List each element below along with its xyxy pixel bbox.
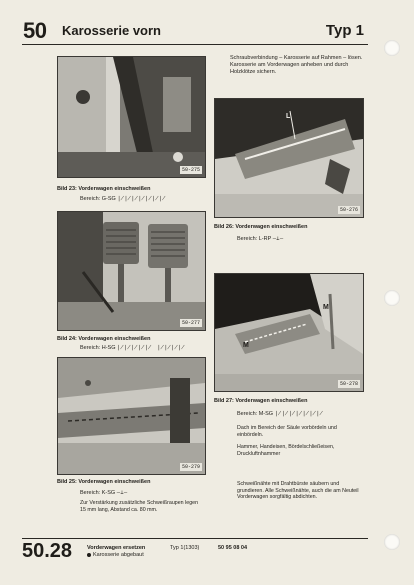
footer-title: Vorderwagen ersetzen [87,545,146,551]
punch-hole [384,40,400,56]
range-label: Bereich: [237,236,258,242]
section-title: Karosserie vorn [62,23,161,38]
range-label: Bereich: [80,490,101,496]
photo-bild-25 [57,357,206,475]
footer-rule [22,538,368,539]
weld-symbol: –⊥– [116,490,128,496]
photo-letter-m: M [323,304,329,311]
caption-label: Bild 25: [57,479,77,485]
photo-number: 50-278 [339,381,358,387]
caption-label: Bild 24: [57,336,77,342]
range-bild-23 [80,196,166,203]
photo-bild-26 [214,98,364,218]
photo-number: 50-276 [339,207,358,213]
footer-title-block [87,545,145,559]
photo-number: 50-277 [181,320,200,326]
caption-title: Vorderwagen einschweißen [235,398,308,404]
photo-bild-27 [214,273,364,392]
punch-hole [384,290,400,306]
range-code: M-SG [258,411,274,417]
range-bild-27 [237,411,323,418]
weld-symbol: ∤∤∤∤ [157,345,185,351]
range-bild-26 [237,236,284,243]
range-label: Bereich: [237,411,258,417]
weld-symbol: ∤∤∤∤∤ [117,345,152,351]
note-bild-25: Zur Verstärkung zusätzliche Schweißraupen legen 15 mm lang, Abstand ca. 80 mm. [80,500,199,513]
weld-symbol: ∤∤∤∤∤∤∤ [274,411,324,417]
intro-text: Schraubverbindung – Karosserie auf Rahmen – lösen. Karosserie am Vorderwagen anheben und durch Holzklötze sichern. [230,55,363,75]
range-bild-25 [80,490,128,497]
caption-bild-27 [214,398,364,405]
model-label: Typ 1 [325,22,364,39]
caption-title: Vorderwagen einschweißen [78,336,151,342]
caption-title: Vorderwagen einschweißen [235,224,308,230]
range-bild-24 [80,345,185,352]
caption-bild-23 [57,186,207,193]
caption-label: Bild 27: [214,398,234,404]
footer-subtitle: Karosserie abgebaut [93,552,144,558]
caption-bild-25 [57,479,207,486]
photo-number: 50-279 [181,464,200,470]
note-bild-27-b: Hammer, Handeisen, Bördelschließeisen, Druckluftnhammer [237,444,335,457]
weld-symbol: ∤∤∤∤∤∤∤ [117,196,166,202]
caption-bild-26 [214,224,364,231]
note-bild-27-a: Dach im Bereich der Säule vorbördeln und einbördeln. [237,425,337,438]
weld-symbol: –⊥– [272,236,284,242]
punch-hole [384,534,400,550]
caption-bild-24 [57,336,207,343]
caption-title: Vorderwagen einschweißen [78,479,151,485]
range-code: H-SG [101,345,116,351]
page-number: 50.28 [22,540,73,562]
caption-label: Bild 26: [214,224,234,230]
caption-title: Vorderwagen einschweißen [78,186,151,192]
range-label: Bereich: [80,196,101,202]
photo-bild-23 [57,56,206,178]
caption-label: Bild 23: [57,186,77,192]
photo-number: 50-275 [181,167,200,173]
range-code: L-RP [258,236,272,242]
footer-model: Typ 1(1303) [170,545,200,551]
bullet-icon [87,553,91,557]
photo-bild-24 [57,211,206,331]
photo-letter-l: L [286,113,291,120]
header-rule [22,44,368,45]
range-code: G-SG [101,196,116,202]
photo-letter-m: M [243,342,249,349]
range-code: K-SG [101,490,116,496]
note-final: Schweißnähte mit Drahtbürste säubern und grundieren. Alle Schweißnähte, auch die am Neuteil Vorderwagen sorgfältig abdichten. [237,481,359,501]
section-number: 50 [23,18,47,43]
footer-code: 50 95 08 04 [218,545,248,551]
range-label: Bereich: [80,345,101,351]
